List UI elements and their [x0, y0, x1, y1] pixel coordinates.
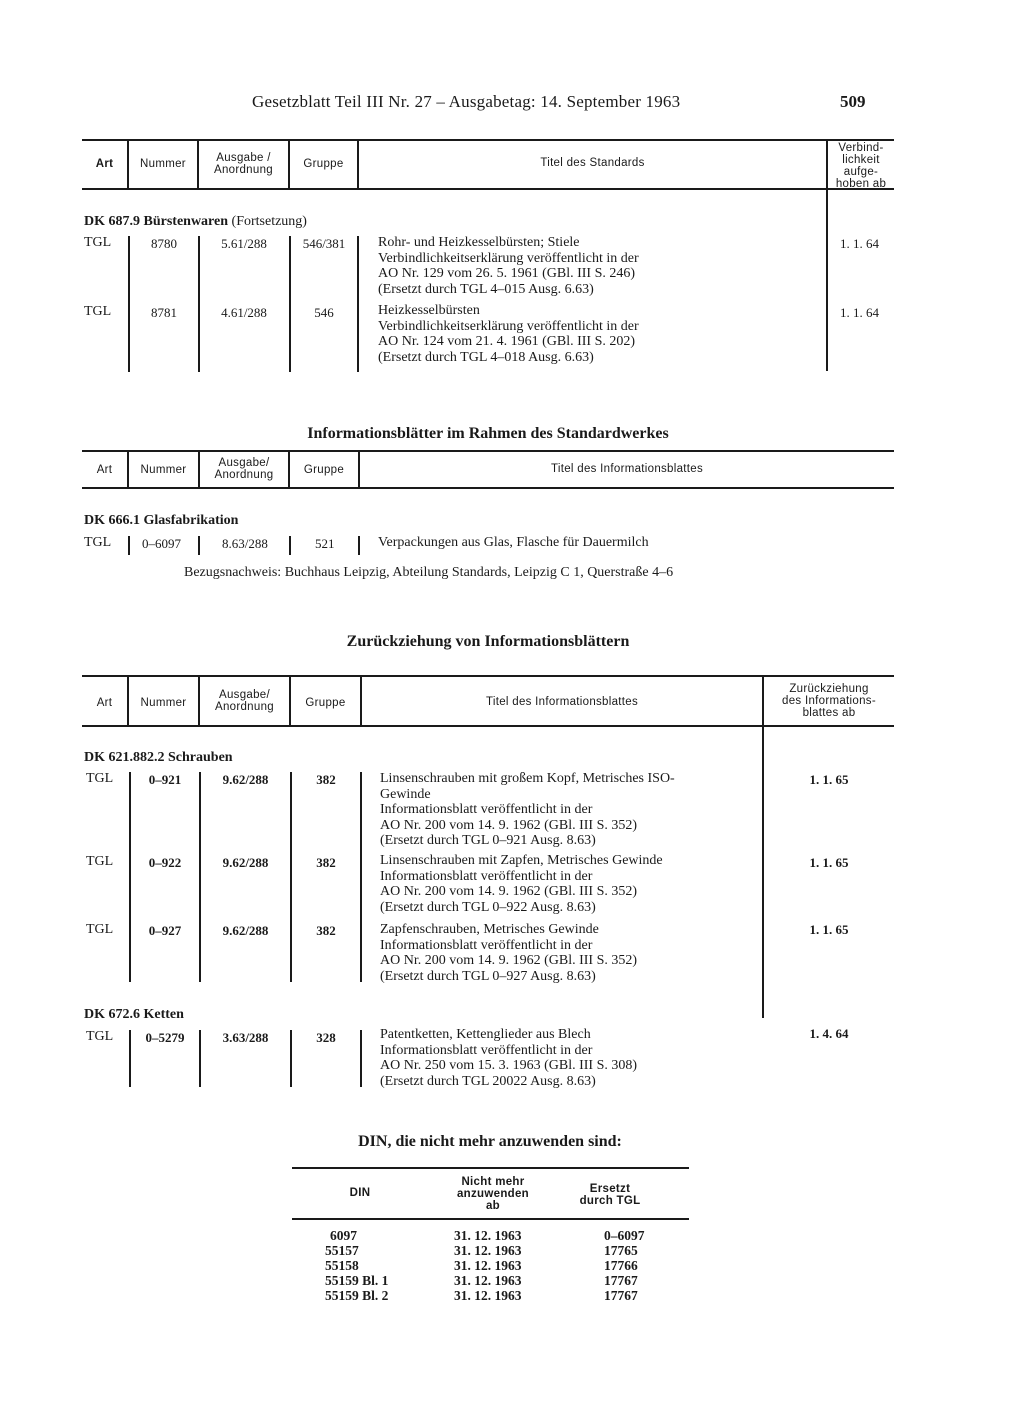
column-header-titel: Titel des Informationsblattes — [485, 696, 639, 708]
cell-tgl: 17767 — [604, 1288, 638, 1303]
cell-tgl: 17767 — [604, 1273, 638, 1288]
section-title: Zurückziehung von Informationsblättern — [346, 633, 630, 650]
column-header-line: ab — [485, 1200, 501, 1212]
titel-line: (Ersetzt durch TGL 0–921 Ausg. 8.63) — [380, 833, 596, 848]
titel-line: Verbindlichkeitserklärung veröffentlicht in der — [378, 318, 639, 334]
column-header-gruppe: Gruppe — [303, 464, 345, 476]
cell-din: 55159 Bl. 1 — [325, 1273, 389, 1288]
cell-din: 55159 Bl. 2 — [325, 1288, 389, 1303]
page-header-title: Gesetzblatt Teil III Nr. 27 – Ausgabetag: 14. September 1963 — [252, 92, 681, 111]
cell-gruppe: 328 — [316, 1030, 336, 1045]
group-heading: DK 666.1 Glasfabrikation — [84, 513, 239, 528]
cell-nummer: 8781 — [151, 305, 177, 320]
cell-titel — [378, 235, 639, 297]
cell-art: TGL — [86, 922, 114, 937]
row-divider — [128, 536, 130, 555]
row-divider — [290, 772, 292, 982]
column-header-din: DIN — [349, 1187, 371, 1199]
column-header-line: lichkeit — [842, 154, 880, 166]
titel-line: Zapfenschrauben, Metrisches Gewinde — [380, 922, 599, 937]
cell-nummer: 0–922 — [148, 855, 182, 870]
table1-top-rule — [82, 139, 894, 141]
row-divider — [198, 236, 200, 372]
titel-line: Verbindlichkeitserklärung veröffentlicht in der — [378, 250, 639, 266]
group-heading-main: DK 687.9 Bürstenwaren — [84, 214, 229, 229]
column-header-line: Anordnung — [215, 701, 274, 713]
column-header-titel: Titel des Informationsblattes — [550, 463, 704, 475]
cell-art: TGL — [84, 535, 112, 550]
cell-nummer: 0–927 — [148, 923, 182, 938]
cell-art: TGL — [84, 304, 112, 319]
titel-line: Linsenschrauben mit Zapfen, Metrisches Gewinde — [380, 853, 663, 868]
table2-top-rule — [82, 450, 894, 452]
row-divider — [289, 536, 291, 555]
titel-line: AO Nr. 200 vom 14. 9. 1962 (GBl. III S. 352) — [380, 817, 638, 833]
titel-line: Gewinde — [380, 786, 431, 802]
row-divider — [357, 236, 359, 372]
cell-date: 1. 1. 65 — [809, 772, 849, 787]
cell-nummer: 0–6097 — [142, 536, 181, 551]
column-header-line: anzuwenden — [456, 1188, 529, 1200]
row-divider — [289, 236, 291, 372]
titel-line: Linsenschrauben mit großem Kopf, Metrisches ISO- — [380, 771, 675, 786]
column-header-line: aufge- — [843, 166, 879, 178]
section-title: DIN, die nicht mehr anzuwenden sind: — [358, 1133, 622, 1150]
column-header-ersetzt — [560, 1183, 660, 1207]
titel-line: Informationsblatt veröffentlicht in der — [380, 937, 593, 953]
cell-gruppe: 382 — [316, 855, 336, 870]
column-header-ausgabe — [200, 457, 288, 481]
column-header-art: Art — [96, 697, 113, 709]
column-header-nummer: Nummer — [140, 697, 187, 709]
cell-ab: 31. 12. 1963 — [454, 1288, 522, 1303]
cell-titel — [380, 853, 663, 915]
cell-date: 1. 1. 64 — [840, 236, 879, 251]
column-header-line: Ausgabe/ — [219, 689, 270, 701]
row-divider — [199, 772, 201, 982]
column-header-line: des Informations- — [782, 695, 876, 707]
bezugsnachweis: Bezugsnachweis: Buchhaus Leipzig, Abteilung Standards, Leipzig C 1, Querstraße 4–6 — [184, 565, 674, 580]
column-header-ausgabe — [199, 152, 288, 176]
titel-line: (Ersetzt durch TGL 0–927 Ausg. 8.63) — [380, 968, 596, 984]
cell-ausgabe: 9.62/288 — [222, 855, 269, 870]
section-title: Informationsblätter im Rahmen des Standardwerkes — [307, 425, 669, 442]
titel-line: AO Nr. 129 vom 26. 5. 1961 (GBl. III S. 246) — [378, 266, 636, 281]
cell-date: 1. 1. 64 — [840, 305, 879, 320]
table3-divider — [762, 677, 764, 1018]
cell-titel: Verpackungen aus Glas, Flasche für Dauermilch — [378, 535, 649, 550]
cell-titel — [380, 771, 675, 849]
cell-art: TGL — [86, 1029, 114, 1044]
column-header-art: Art — [95, 158, 114, 170]
cell-date: 1. 1. 65 — [809, 922, 849, 937]
column-header-gruppe: Gruppe — [305, 697, 346, 709]
cell-titel — [378, 303, 639, 365]
titel-line: AO Nr. 200 vom 14. 9. 1962 (GBl. III S. 352) — [380, 884, 638, 899]
cell-art: TGL — [86, 771, 114, 786]
cell-ausgabe: 8.63/288 — [222, 536, 268, 551]
column-header-line: Anordnung — [214, 469, 274, 481]
table2-header-rule — [82, 487, 894, 489]
titel-line: Rohr- und Heizkesselbürsten; Stiele — [378, 235, 580, 250]
row-divider — [360, 1030, 362, 1087]
row-divider — [128, 236, 130, 372]
titel-line: Informationsblatt veröffentlicht in der — [380, 802, 593, 817]
cell-din: 55158 — [325, 1258, 359, 1273]
cell-nummer: 8780 — [151, 236, 177, 251]
column-header-ausgabe — [200, 689, 289, 713]
cell-art: TGL — [84, 235, 112, 250]
column-header-line: Ausgabe/ — [218, 457, 270, 469]
column-header-line: Nicht mehr — [461, 1176, 525, 1188]
column-header-line: Ersetzt — [589, 1183, 631, 1195]
titel-line: AO Nr. 200 vom 14. 9. 1962 (GBl. III S. 352) — [380, 953, 638, 968]
column-header-line: hoben ab — [835, 178, 887, 190]
table4-header-rule — [292, 1218, 689, 1220]
cell-date: 1. 4. 64 — [809, 1026, 849, 1041]
cell-tgl: 17765 — [604, 1243, 638, 1258]
cell-ausgabe: 5.61/288 — [221, 236, 267, 251]
table1-header-rule — [82, 188, 894, 190]
column-header-nummer: Nummer — [140, 158, 186, 170]
column-header-line: Verbind- — [838, 142, 884, 154]
titel-line: AO Nr. 250 vom 15. 3. 1963 (GBl. III S. 308) — [380, 1058, 638, 1073]
cell-nummer: 0–5279 — [145, 1030, 185, 1045]
table4-top-rule — [292, 1167, 689, 1169]
titel-line: Heizkesselbürsten — [378, 303, 480, 318]
row-divider — [360, 772, 362, 982]
titel-line: (Ersetzt durch TGL 20022 Ausg. 8.63) — [380, 1073, 596, 1089]
cell-gruppe: 521 — [315, 536, 335, 551]
cell-din: 55157 — [325, 1243, 359, 1258]
titel-line: (Ersetzt durch TGL 0–922 Ausg. 8.63) — [380, 899, 596, 915]
cell-gruppe: 382 — [316, 772, 336, 787]
row-divider — [198, 536, 200, 555]
cell-ausgabe: 9.62/288 — [222, 923, 269, 938]
column-header-verbindlichkeit — [828, 142, 894, 190]
cell-titel — [380, 922, 637, 984]
table3-top-rule — [82, 675, 894, 677]
row-divider — [129, 772, 131, 982]
column-header-line: Ausgabe / — [216, 152, 271, 164]
cell-gruppe: 546 — [314, 305, 334, 320]
cell-ab: 31. 12. 1963 — [454, 1228, 522, 1243]
page-number: 509 — [840, 92, 866, 111]
cell-tgl: 0–6097 — [604, 1228, 645, 1243]
cell-date: 1. 1. 65 — [809, 855, 849, 870]
column-header-nicht-mehr — [438, 1176, 548, 1212]
column-header-titel: Titel des Standards — [540, 157, 645, 169]
column-header-line: blattes ab — [802, 707, 856, 719]
column-header-line: durch TGL — [579, 1195, 641, 1207]
column-header-art: Art — [96, 464, 113, 476]
titel-line: Patentketten, Kettenglieder aus Blech — [380, 1027, 591, 1042]
column-header-line: Zurückziehung — [789, 683, 869, 695]
cell-din: 6097 — [330, 1228, 357, 1243]
cell-art: TGL — [86, 854, 114, 869]
group-heading: DK 672.6 Ketten — [84, 1007, 184, 1022]
cell-ausgabe: 9.62/288 — [222, 772, 269, 787]
cell-ausgabe: 4.61/288 — [221, 305, 267, 320]
titel-line: Informationsblatt veröffentlicht in der — [380, 1042, 593, 1058]
cell-nummer: 0–921 — [148, 772, 182, 787]
cell-ausgabe: 3.63/288 — [222, 1030, 269, 1045]
titel-line: (Ersetzt durch TGL 4–018 Ausg. 6.63) — [378, 349, 594, 365]
cell-ab: 31. 12. 1963 — [454, 1243, 522, 1258]
titel-line: (Ersetzt durch TGL 4–015 Ausg. 6.63) — [378, 281, 594, 297]
column-header-line: Anordnung — [214, 164, 273, 176]
column-header-zurueckziehung — [764, 683, 894, 719]
titel-line: Informationsblatt veröffentlicht in der — [380, 868, 593, 884]
cell-gruppe: 382 — [316, 923, 336, 938]
group-heading: DK 621.882.2 Schrauben — [84, 750, 233, 765]
row-divider — [358, 536, 360, 555]
cell-ab: 31. 12. 1963 — [454, 1258, 522, 1273]
group-heading — [84, 214, 307, 230]
column-header-nummer: Nummer — [140, 464, 187, 476]
cell-ab: 31. 12. 1963 — [454, 1273, 522, 1288]
titel-line: AO Nr. 124 vom 21. 4. 1961 (GBl. III S. 202) — [378, 334, 636, 349]
group-heading-rest: (Fortsetzung) — [231, 214, 307, 229]
cell-gruppe: 546/381 — [302, 236, 346, 251]
table3-header-rule — [82, 725, 894, 727]
column-header-gruppe: Gruppe — [303, 158, 344, 170]
cell-tgl: 17766 — [604, 1258, 638, 1273]
cell-titel — [380, 1027, 637, 1089]
